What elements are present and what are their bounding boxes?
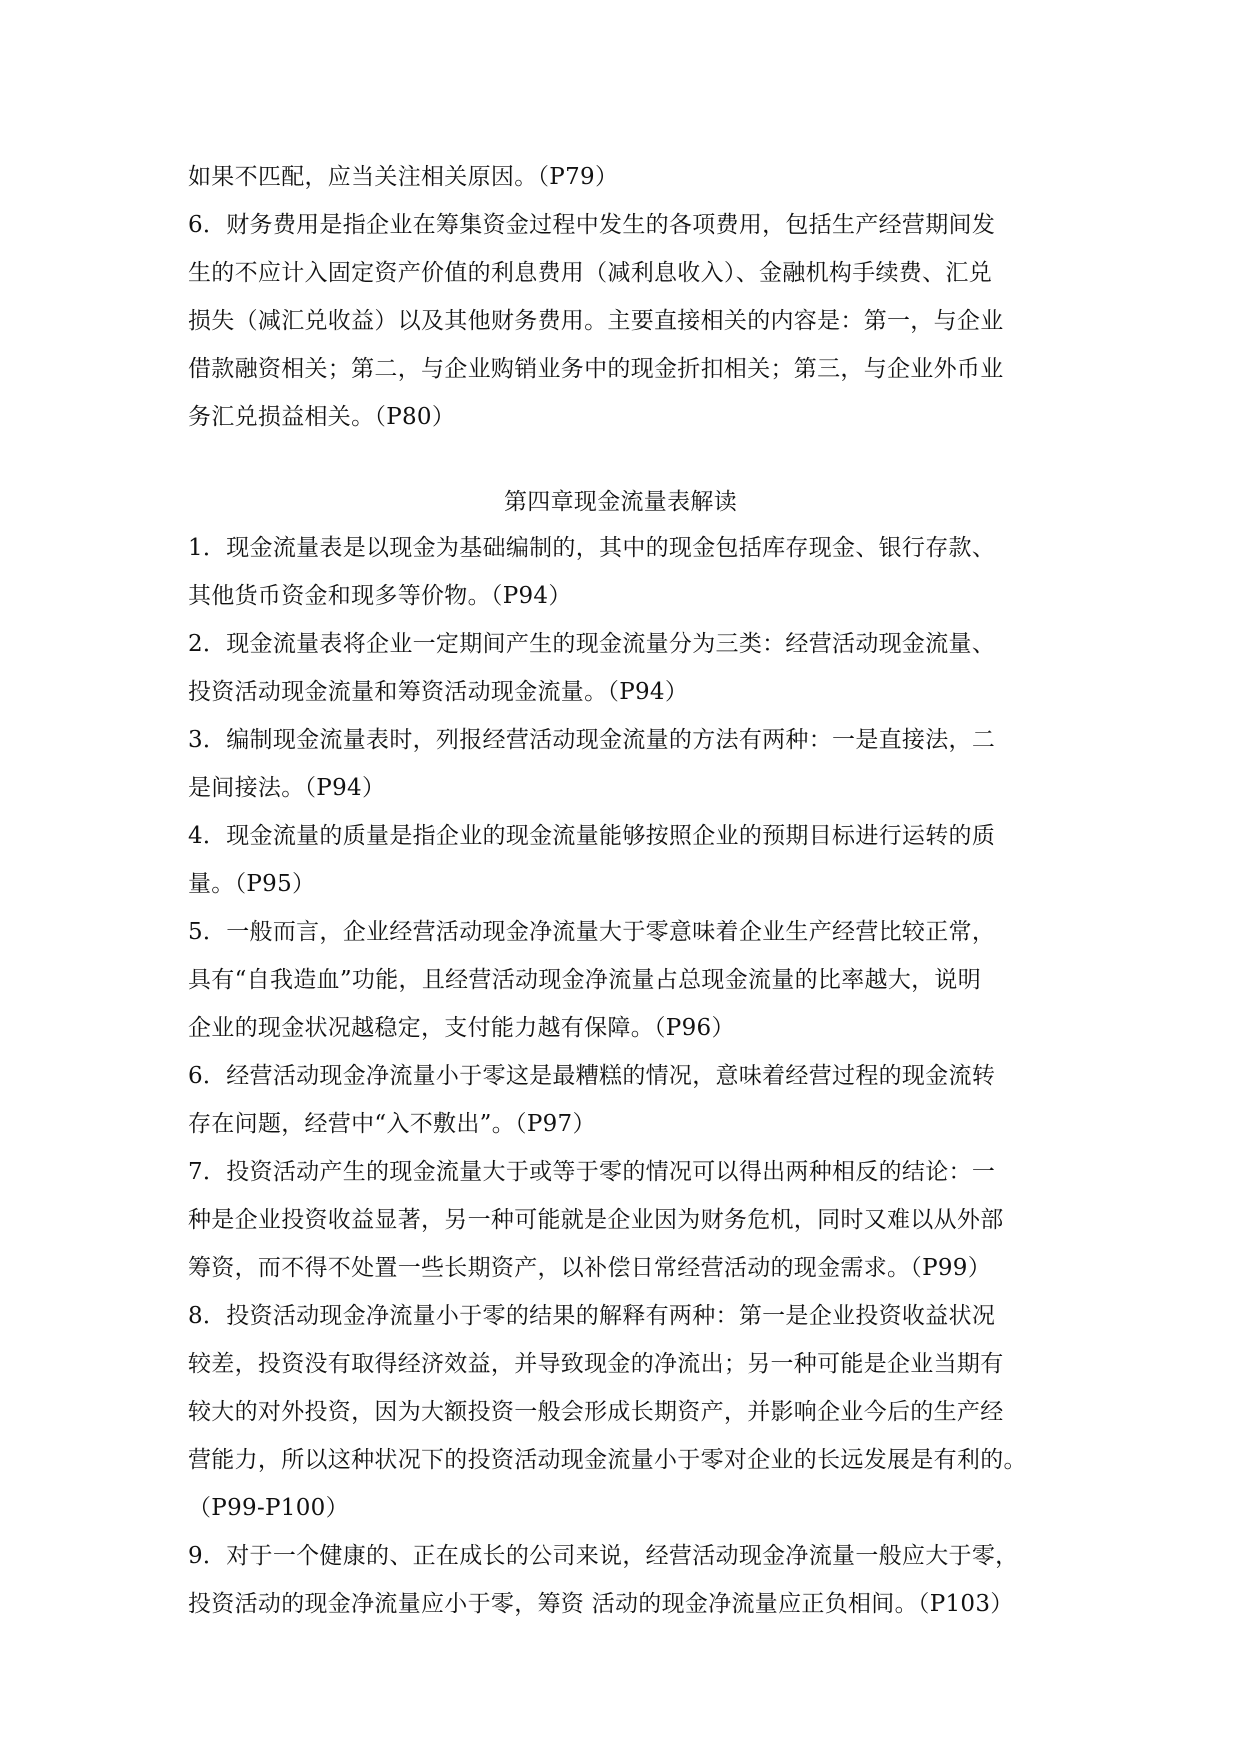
text-line: 3．编制现金流量表时，列报经营活动现金流量的方法有两种：一是直接法，二 <box>188 727 996 753</box>
text-line: 投资活动现金流量和筹资活动现金流量。（P94） <box>188 679 689 705</box>
text-line: 7．投资活动产生的现金流量大于或等于零的情况可以得出两种相反的结论：一 <box>188 1159 996 1185</box>
text-line: 4．现金流量的质量是指企业的现金流量能够按照企业的预期目标进行运转的质 <box>188 823 996 849</box>
text-line: 9．对于一个健康的、正在成长的公司来说，经营活动现金净流量一般应大于零， <box>188 1543 1019 1569</box>
text-line: 2．现金流量表将企业一定期间产生的现金流量分为三类：经营活动现金流量、 <box>188 631 996 657</box>
text-line: 1．现金流量表是以现金为基础编制的，其中的现金包括库存现金、银行存款、 <box>188 535 996 561</box>
text-line: 存在问题，经营中“入不敷出”。（P97） <box>188 1111 596 1137</box>
text-line: 5．一般而言，企业经营活动现金净流量大于零意味着企业生产经营比较正常， <box>188 919 996 945</box>
text-line: 量。（P95） <box>188 871 316 897</box>
text-line: 较差，投资没有取得经济效益，并导致现金的净流出；另一种可能是企业当期有 <box>188 1351 1004 1377</box>
text-line: 较大的对外投资，因为大额投资一般会形成长期资产，并影响企业今后的生产经 <box>188 1399 1004 1425</box>
text-line: 务汇兑损益相关。（P80） <box>188 404 456 430</box>
text-line: （P99-P100） <box>188 1495 349 1521</box>
text-line: 损失（减汇兑收益）以及其他财务费用。主要直接相关的内容是：第一，与企业 <box>188 308 1004 334</box>
text-line: 6．财务费用是指企业在筹集资金过程中发生的各项费用，包括生产经营期间发 <box>188 212 996 238</box>
text-line: 借款融资相关；第二，与企业购销业务中的现金折扣相关；第三，与企业外币业 <box>188 356 1004 382</box>
text-line: 8．投资活动现金净流量小于零的结果的解释有两种：第一是企业投资收益状况 <box>188 1303 996 1329</box>
text-line: 具有“自我造血”功能，且经营活动现金净流量占总现金流量的比率越大，说明 <box>188 967 982 993</box>
text-line: 营能力，所以这种状况下的投资活动现金流量小于零对企业的长远发展是有利的。 <box>188 1447 1027 1473</box>
text-line: 如果不匹配，应当关注相关原因。（P79） <box>188 164 619 190</box>
text-line: 筹资，而不得不处置一些长期资产，以补偿日常经营活动的现金需求。（P99） <box>188 1255 992 1281</box>
text-line: 企业的现金状况越稳定，支付能力越有保障。（P96） <box>188 1015 735 1041</box>
text-line: 生的不应计入固定资产价值的利息费用（减利息收入）、金融机构手续费、汇兑 <box>188 260 992 286</box>
text-line: 种是企业投资收益显著，另一种可能就是企业因为财务危机，同时又难以从外部 <box>188 1207 1004 1233</box>
text-line: 投资活动的现金净流量应小于零，筹资 活动的现金净流量应正负相间。（P103） <box>188 1591 1014 1617</box>
chapter-title: 第四章现金流量表解读 <box>504 489 737 515</box>
text-line: 6．经营活动现金净流量小于零这是最糟糕的情况，意味着经营过程的现金流转 <box>188 1063 996 1089</box>
text-line: 其他货币资金和现多等价物。（P94） <box>188 583 572 609</box>
text-line: 是间接法。（P94） <box>188 775 386 801</box>
